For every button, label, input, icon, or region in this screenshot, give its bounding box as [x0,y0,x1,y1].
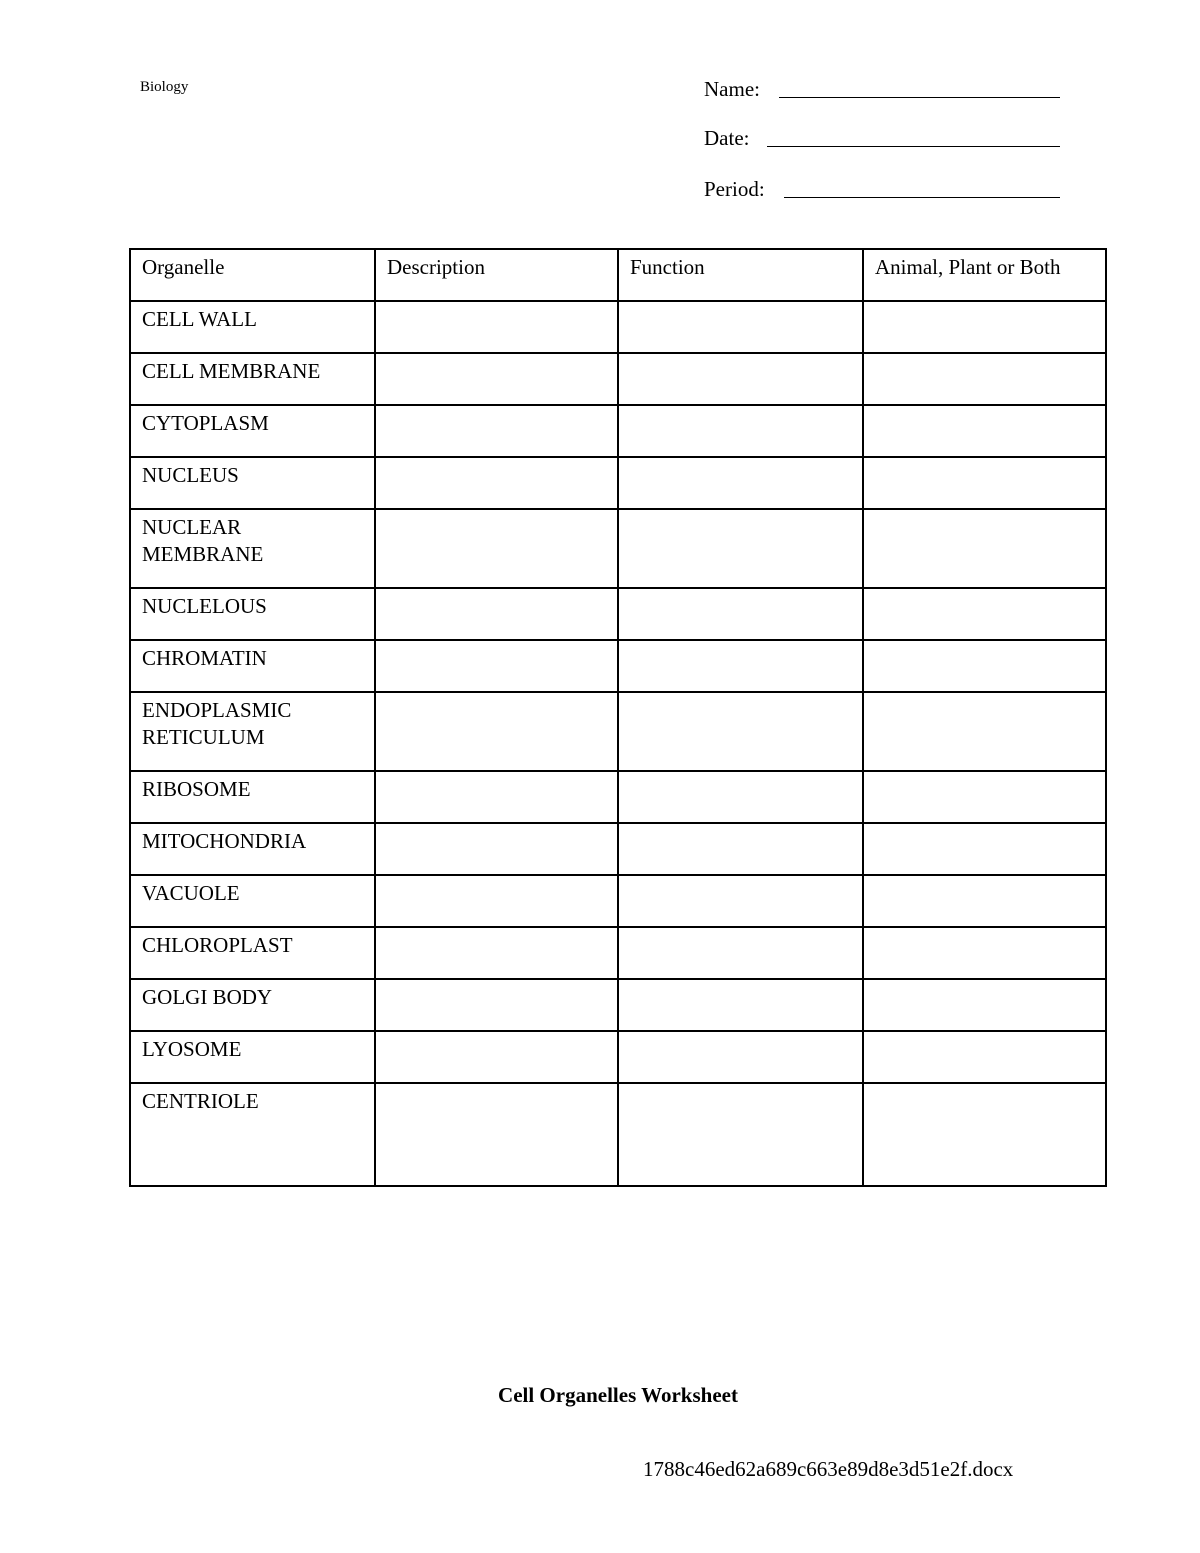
description-cell[interactable] [375,979,618,1031]
description-cell[interactable] [375,771,618,823]
animal-plant-both-cell[interactable] [863,588,1106,640]
table-row [130,875,1106,927]
animal-plant-both-cell[interactable] [863,823,1106,875]
table-row [130,640,1106,692]
organelle-name: LYOSOME [130,1031,375,1083]
function-cell[interactable] [618,405,863,457]
table-row [130,457,1106,509]
organelle-name: MITOCHONDRIA [130,823,375,875]
table-row [130,692,1106,771]
table-row [130,301,1106,353]
description-cell[interactable] [375,353,618,405]
function-cell[interactable] [618,875,863,927]
period-field[interactable] [704,172,765,200]
organelle-name: VACUOLE [130,875,375,927]
description-cell[interactable] [375,509,618,588]
date-blank-line[interactable] [767,146,1060,147]
function-cell[interactable] [618,771,863,823]
description-cell[interactable] [375,1031,618,1083]
date-label: Date: [704,126,750,150]
description-cell[interactable] [375,823,618,875]
function-cell[interactable] [618,588,863,640]
function-cell[interactable] [618,823,863,875]
organelle-name: CHROMATIN [130,640,375,692]
function-cell[interactable] [618,1083,863,1186]
table-row [130,1083,1106,1186]
period-label: Period: [704,177,765,201]
name-blank-line[interactable] [779,97,1060,98]
animal-plant-both-cell[interactable] [863,927,1106,979]
table-row [130,1031,1106,1083]
worksheet-title: Cell Organelles Worksheet [498,1383,738,1407]
organelle-name: CELL MEMBRANE [130,353,375,405]
table-row [130,353,1106,405]
organelles-table [129,248,1107,1187]
description-cell[interactable] [375,640,618,692]
animal-plant-both-cell[interactable] [863,875,1106,927]
table-row [130,588,1106,640]
table-row [130,405,1106,457]
animal-plant-both-cell[interactable] [863,692,1106,771]
description-cell[interactable] [375,405,618,457]
function-cell[interactable] [618,457,863,509]
table-row [130,509,1106,588]
table-row [130,927,1106,979]
animal-plant-both-cell[interactable] [863,1031,1106,1083]
description-cell[interactable] [375,588,618,640]
document-filename: 1788c46ed62a689c663e89d8e3d51e2f.docx [643,1457,1014,1481]
animal-plant-both-cell[interactable] [863,353,1106,405]
header-organelle: Organelle [130,249,375,301]
organelle-name: CENTRIOLE [130,1083,375,1186]
table-row [130,823,1106,875]
organelle-name: GOLGI BODY [130,979,375,1031]
animal-plant-both-cell[interactable] [863,640,1106,692]
animal-plant-both-cell[interactable] [863,509,1106,588]
header-description: Description [375,249,618,301]
function-cell[interactable] [618,509,863,588]
organelle-name: CELL WALL [130,301,375,353]
function-cell[interactable] [618,979,863,1031]
function-cell[interactable] [618,301,863,353]
date-field[interactable] [704,121,749,149]
description-cell[interactable] [375,692,618,771]
organelle-name: CYTOPLASM [130,405,375,457]
description-cell[interactable] [375,301,618,353]
function-cell[interactable] [618,640,863,692]
description-cell[interactable] [375,457,618,509]
organelle-name: CHLOROPLAST [130,927,375,979]
animal-plant-both-cell[interactable] [863,301,1106,353]
description-cell[interactable] [375,927,618,979]
animal-plant-both-cell[interactable] [863,979,1106,1031]
subject-label: Biology [140,79,189,95]
header-function: Function [618,249,863,301]
animal-plant-both-cell[interactable] [863,1083,1106,1186]
table-row [130,979,1106,1031]
function-cell[interactable] [618,1031,863,1083]
function-cell[interactable] [618,353,863,405]
table-header-row [130,249,1106,301]
organelle-name: ENDOPLASMIC RETICULUM [130,692,375,771]
organelle-name: NUCLEUS [130,457,375,509]
description-cell[interactable] [375,1083,618,1186]
animal-plant-both-cell[interactable] [863,405,1106,457]
header-animal-plant-both: Animal, Plant or Both [863,249,1106,301]
table-row [130,771,1106,823]
name-field[interactable] [704,72,760,100]
description-cell[interactable] [375,875,618,927]
organelle-name: RIBOSOME [130,771,375,823]
organelle-name: NUCLELOUS [130,588,375,640]
function-cell[interactable] [618,692,863,771]
period-blank-line[interactable] [784,197,1060,198]
function-cell[interactable] [618,927,863,979]
animal-plant-both-cell[interactable] [863,771,1106,823]
animal-plant-both-cell[interactable] [863,457,1106,509]
name-label: Name: [704,77,760,101]
organelle-name: NUCLEAR MEMBRANE [130,509,375,588]
